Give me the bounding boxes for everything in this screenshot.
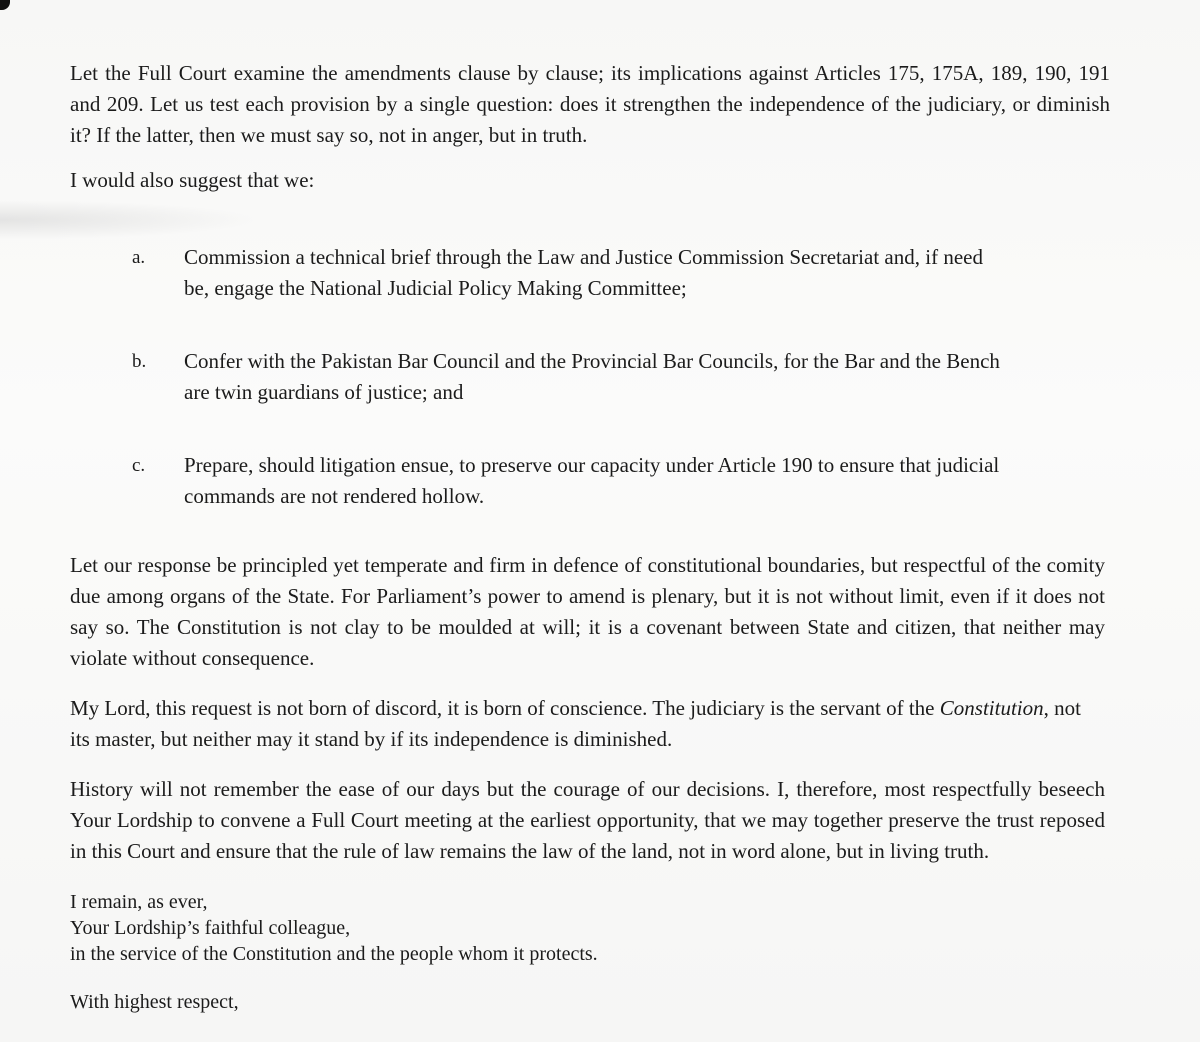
letter-body: [70, 58, 1130, 1018]
closing-line: in the service of the Constitution and the people whom it protects.: [70, 943, 598, 965]
constitution-italic: Constitution: [939, 696, 1044, 720]
list-item-text: Confer with the Pakistan Bar Council and the Provincial Bar Councils, for the Bar and the Bench are twin guardians of justice; and: [184, 349, 1000, 404]
corner-mark: [0, 0, 10, 10]
list-marker: a.: [132, 247, 146, 268]
paragraph-conscience: [70, 693, 1105, 755]
list-item-text: Prepare, should litigation ensue, to preserve our capacity under Article 190 to ensure that judicial commands are not rendered hollow.: [184, 453, 1000, 508]
paragraph-response: Let our response be principled yet temperate and firm in defence of constitutional boundaries, but respectful of the comity due among organs of the State. For Parliament’s power to amend is plenary, but it is not without limit, even if it does not say so. The Constitution is not clay to be moulded at will; it is a covenant between State and citizen, that neither may violate without consequence.: [70, 553, 1105, 670]
list-marker: b.: [132, 351, 147, 372]
closing-line: I remain, as ever,: [70, 891, 208, 913]
paragraph-conscience-start: My Lord, this request is not born of discord, it is born of conscience. The judiciary is the servant of the: [70, 696, 935, 720]
list-item-text: Commission a technical brief through the Law and Justice Commission Secretariat and, if need be, engage the National Judicial Policy Making Committee;: [184, 245, 983, 300]
paragraph-conscience-end: , not its master, but neither may it stand by if its independence is diminished.: [70, 696, 1081, 751]
suggestion-intro: I would also suggest that we:: [70, 168, 315, 192]
list-marker: c.: [132, 455, 146, 476]
list-item: [70, 346, 1004, 408]
sign-off: With highest respect,: [70, 991, 239, 1013]
list-item: [70, 242, 1004, 304]
closing-block: [70, 889, 1130, 967]
closing-line: Your Lordship’s faithful colleague,: [70, 917, 351, 939]
paragraph-history: History will not remember the ease of our days but the courage of our decisions. I, therefore, most respectfully beseech Your Lordship to convene a Full Court meeting at the earliest opportunity, that we may together preserve the trust reposed in this Court and ensure that the rule of law remains the law of the land, not in word alone, but in living truth.: [70, 777, 1105, 863]
suggestion-list: [70, 242, 1130, 512]
list-item: [70, 450, 1004, 512]
paragraph-full-court-examination: Let the Full Court examine the amendments clause by clause; its implications against Articles 175, 175A, 189, 190, 191 and 209. Let us test each provision by a single question: does it strengthen the independence of the judiciary, or diminish it? If the latter, then we must say so, not in anger, but in truth.: [70, 61, 1110, 147]
